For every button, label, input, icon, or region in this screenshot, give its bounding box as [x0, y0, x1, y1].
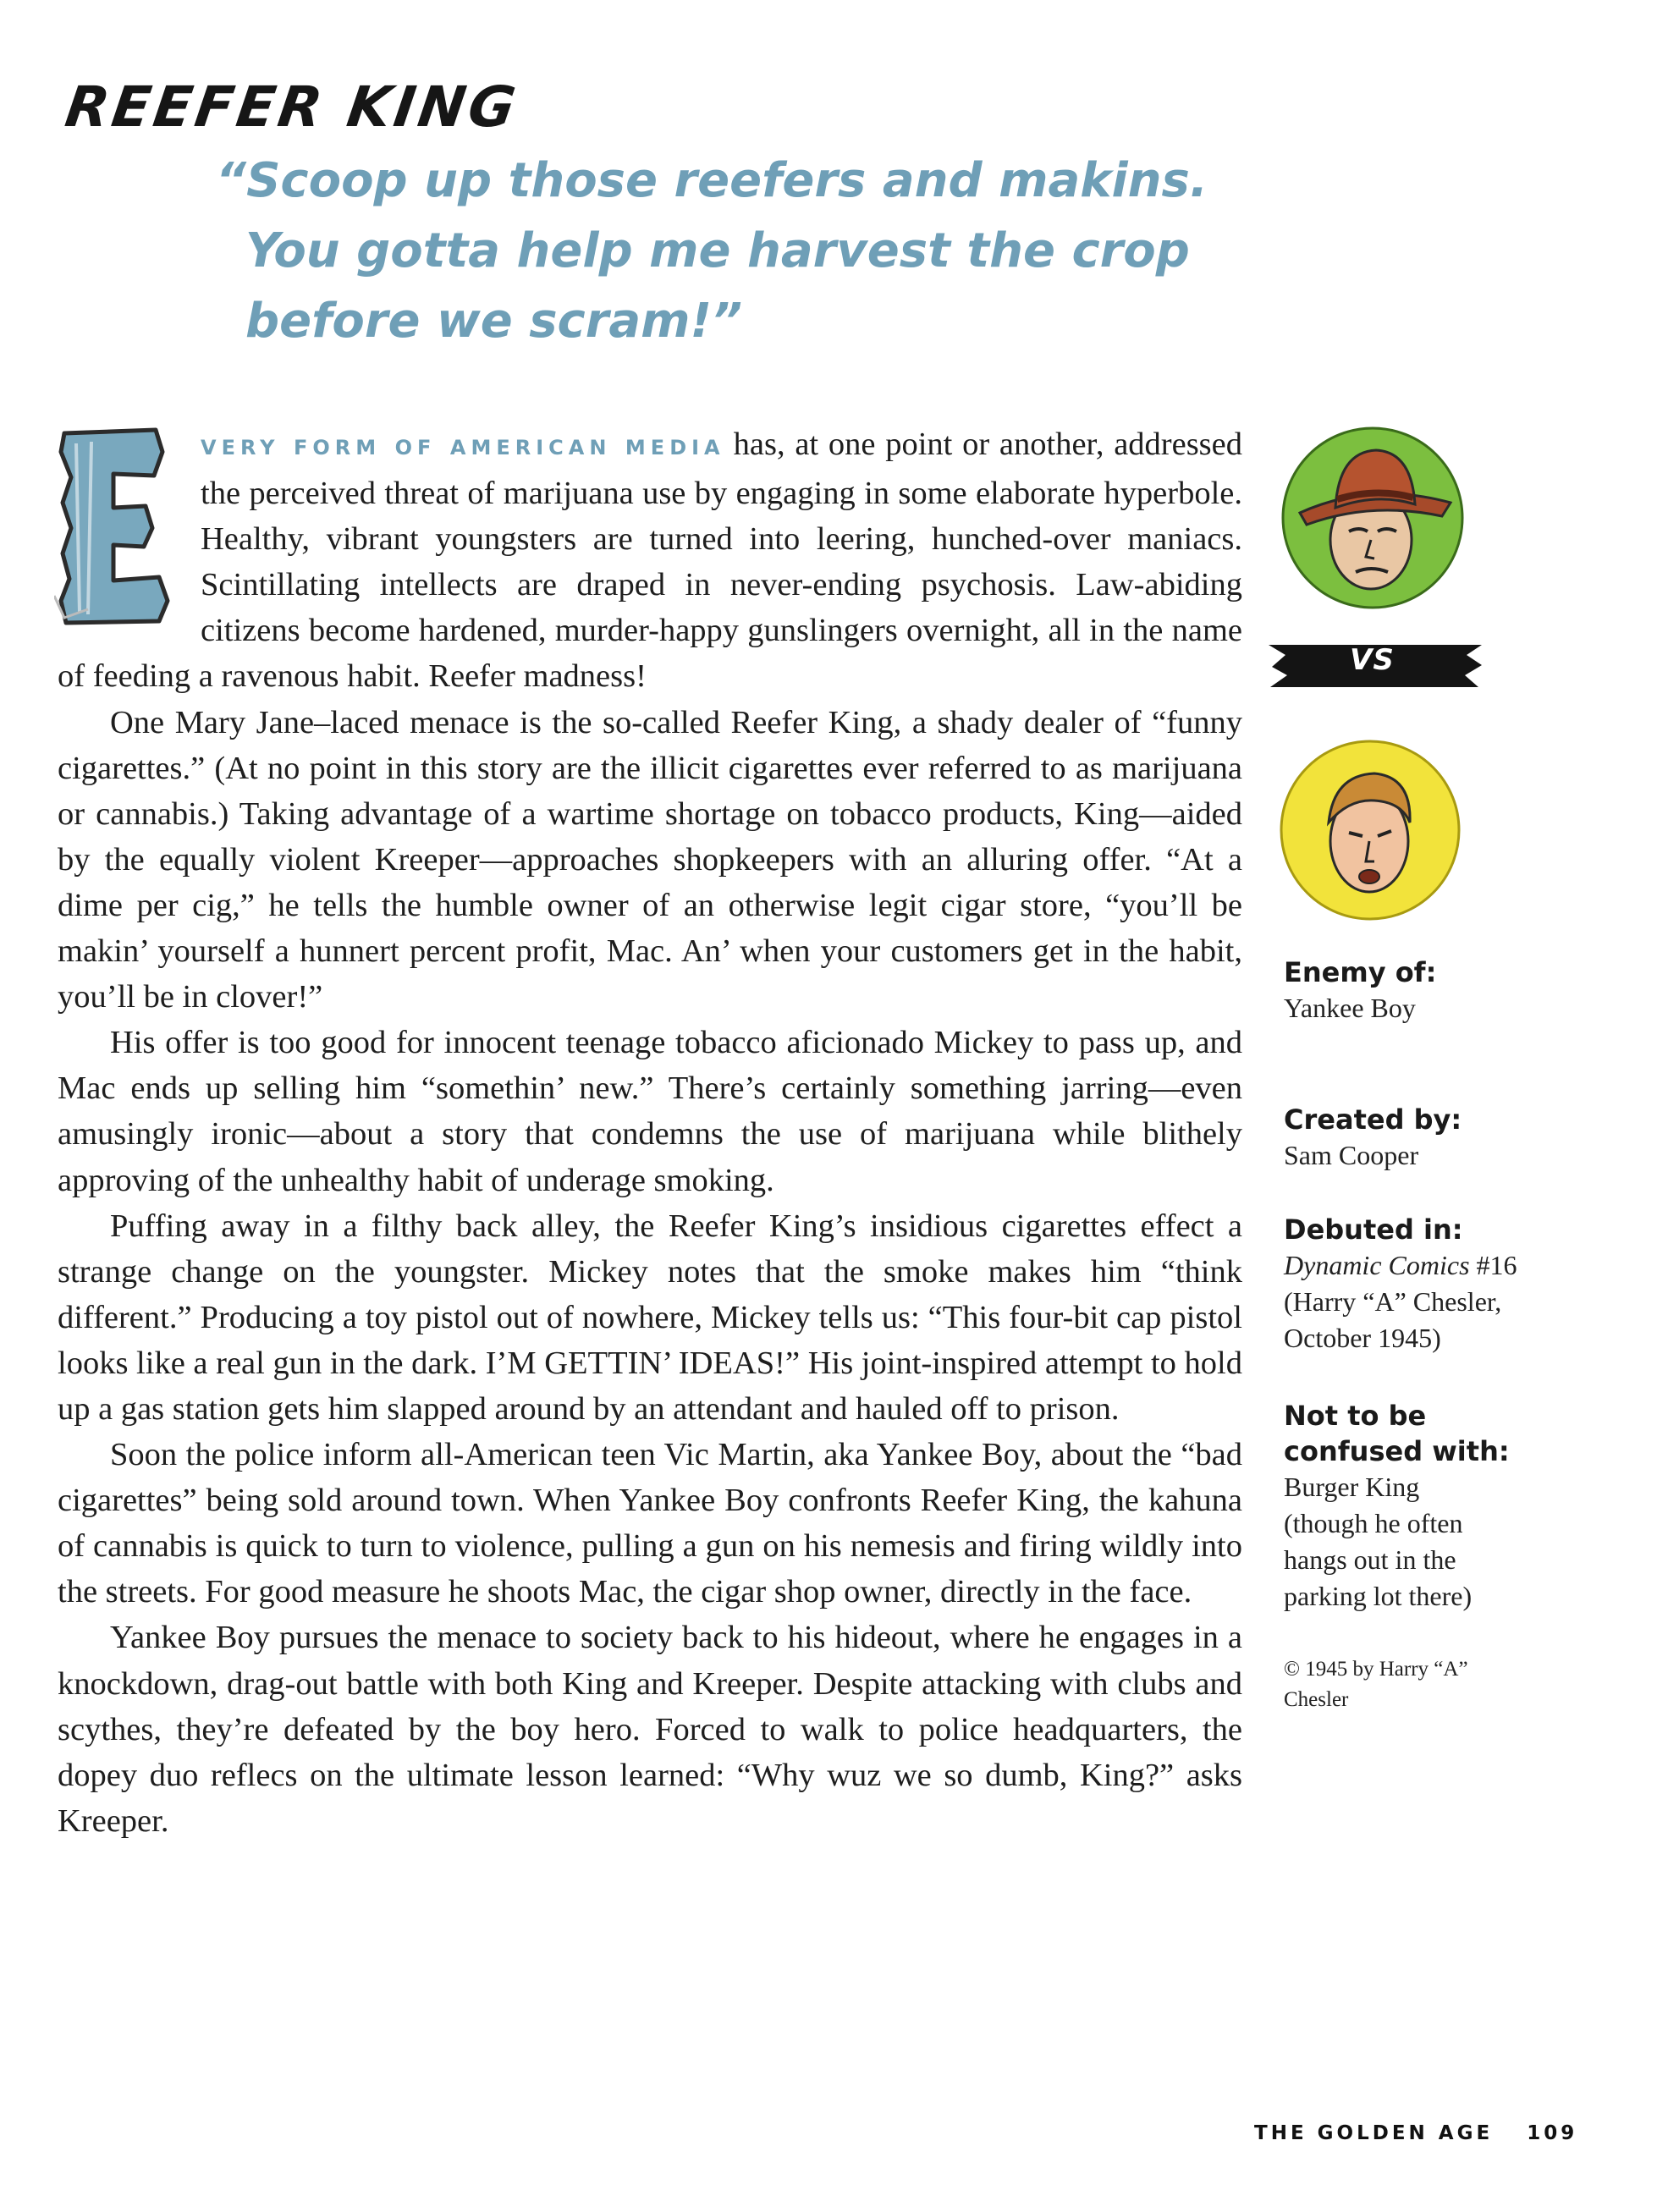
pull-quote-line: “Scoop up those reefers and makins. — [216, 153, 1208, 208]
not-confused-block — [1284, 1398, 1563, 1615]
enemy-of-block — [1284, 955, 1563, 1026]
pull-quote-line: before we scram!” — [245, 294, 743, 349]
debut-issue: #16 — [1476, 1250, 1517, 1280]
created-by-label: Created by: — [1284, 1103, 1462, 1136]
created-by-value: Sam Cooper — [1284, 1140, 1419, 1170]
page-number: 109 — [1527, 2122, 1578, 2144]
not-confused-label: Not to be — [1284, 1400, 1427, 1432]
vs-label: VS — [1350, 643, 1395, 677]
drop-cap-e-icon — [54, 426, 177, 625]
article-paragraph: Soon the police inform all-American teen Vic Martin, aka Yankee Boy, about the “bad cigarettes” being sold around town. When Yankee Boy confronts Reefer King, the kahuna of cannabis is quick to turn to violence, pulling a gun on his nemesis and firing wildly into the streets. For good measure he shoots Mac, the cigar shop owner, directly in the face. — [58, 1437, 1242, 1610]
debuted-in-block — [1284, 1212, 1563, 1356]
not-confused-note: parking lot there) — [1284, 1581, 1473, 1611]
reefer-king-portrait — [1276, 421, 1469, 614]
section-name: THE GOLDEN AGE — [1254, 2122, 1494, 2144]
copyright-line: Chesler — [1284, 1688, 1349, 1711]
enemy-of-label: Enemy of: — [1284, 956, 1437, 988]
enemy-of-value: Yankee Boy — [1284, 993, 1416, 1023]
paragraph-text: has, at one point or another, addressed the perceived threat of marijuana use by engaging in some elaborate hyperbole. Healthy, vibrant youngsters are turned into leering, hunched-over maniacs. Scintillating intellects are draped in never-ending psychosis. Law-abiding citizens become hardened, murder-happy gunslingers overnight, all in the name of feeding a ravenous habit. Reefer madness! — [58, 426, 1242, 695]
article-body — [58, 421, 1242, 1844]
copyright-line: © 1945 by Harry “A” — [1284, 1658, 1468, 1681]
pull-quote-line: You gotta help me harvest the crop — [245, 223, 1190, 278]
not-confused-label: confused with: — [1284, 1435, 1510, 1467]
page-footer — [1254, 2122, 1577, 2144]
yankee-boy-portrait — [1274, 735, 1466, 926]
created-by-block — [1284, 1102, 1563, 1174]
debut-comic-title: Dynamic Comics — [1284, 1250, 1470, 1280]
not-confused-note: hangs out in the — [1284, 1544, 1456, 1575]
debuted-in-label: Debuted in: — [1284, 1213, 1463, 1246]
article-paragraph: Yankee Boy pursues the menace to society back to his hideout, where he engages in a knockdown, drag-out battle with both King and Kreeper. Despite attacking with clubs and scythes, they’re defeated by the boy hero. Forced to walk to police headquarters, the dopey duo reflecs on the ultimate lesson learned: “Why wuz we so dumb, King?” asks Kreeper. — [58, 1620, 1242, 1839]
debuted-in-publisher: (Harry “A” Chesler, — [1284, 1286, 1502, 1317]
copyright-notice — [1284, 1654, 1538, 1715]
article-paragraph: Puffing away in a filthy back alley, the Reefer King’s insidious cigarettes effect a strange change on the youngster. Mickey notes that the smoke makes him “think different.” Producing a toy pistol out of nowhere, Mickey tells us: “This four-bit cap pistol looks like a real gun in the dark. I’M GETTIN’ IDEAS!” His joint-inspired attempt to hold up a gas station gets him slapped around by an attendant and hauled off to prison. — [58, 1208, 1242, 1427]
not-confused-value: Burger King — [1284, 1472, 1420, 1502]
lead-in-caps: VERY FORM OF AMERICAN MEDIA — [201, 436, 725, 459]
debuted-in-date: October 1945) — [1284, 1323, 1441, 1353]
pull-quote — [216, 146, 1208, 356]
not-confused-note: (though he often — [1284, 1508, 1463, 1538]
debuted-in-title — [1284, 1247, 1563, 1284]
page-title: REEFER KING — [61, 74, 523, 140]
article-paragraph: His offer is too good for innocent teenage tobacco aficionado Mickey to pass up, and Mac ends up selling him “somethin’ new.” There’s certainly something jarring—even amusingly ironic—about a story that condemns the use of marijuana while blithely approving of the unhealthy habit of underage smoking. — [58, 1025, 1242, 1198]
article-paragraph — [58, 421, 1242, 700]
article-paragraph: One Mary Jane–laced menace is the so-called Reefer King, a shady dealer of “funny cigarettes.” (At no point in this story are the illicit cigarettes ever referred to as marijuana or cannabis.) Taking advantage of a wartime shortage on tobacco products, King—aided by the equally violent Kreeper—approaches shopkeepers with an alluring offer. “At a dime per cig,” he tells the humble owner of an otherwise legit cigar store, “you’ll be makin’ yourself a hunnert percent profit, Mac. An’ when your customers get in the habit, you’ll be in clover!” — [58, 704, 1242, 1015]
